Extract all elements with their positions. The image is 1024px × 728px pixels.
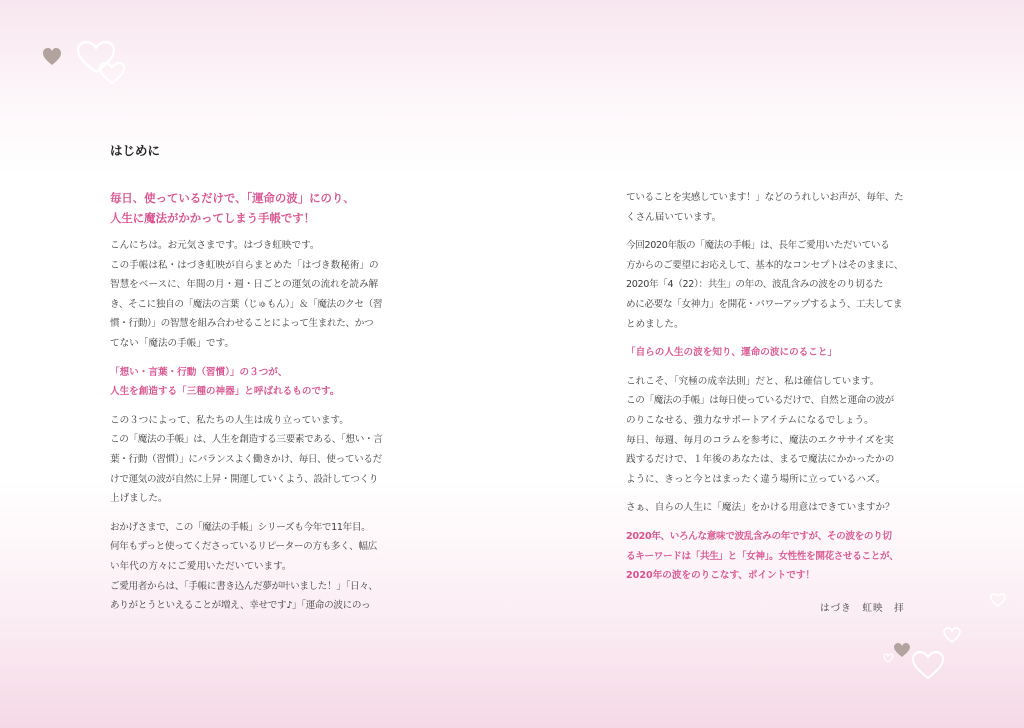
body-paragraph (110, 411, 402, 509)
headline (110, 188, 402, 228)
body-paragraph (110, 236, 402, 354)
highlight-paragraph (110, 363, 402, 402)
text-line: のりこなせる、強力なサポートアイテムになるでしょう。 (626, 414, 874, 426)
body-paragraph (626, 498, 918, 518)
text-line: こんにちは。お元気さまです。はづき虹映です。 (110, 240, 320, 251)
heart-solid-icon (43, 48, 61, 65)
text-line: ていることを実感しています！」などのうれしいお声が、毎年、た (626, 192, 904, 203)
body-paragraph (626, 236, 918, 334)
text-line: 葉・行動（習慣）」にバランスよく働きかけ、毎日、使っているだ (110, 453, 382, 465)
body-paragraph (110, 518, 402, 616)
text-line: い年代の方々にご愛用いただいています。 (110, 560, 292, 572)
text-line: 践するだけで、１年後のあなたは、まるで魔法にかかったかの (626, 454, 895, 466)
body-paragraph (626, 372, 918, 490)
text-line: 毎日、毎週、毎月のコラムを参考に、魔法のエクササイズを実 (626, 434, 894, 446)
heart-outline-icon (944, 628, 960, 642)
body-paragraph (626, 188, 918, 227)
headline-line: 人生に魔法がかかってしまう手帳です！ (110, 211, 316, 225)
hearts-decoration-top-left (38, 38, 134, 88)
text-line: てない「魔法の手帳」です。 (110, 337, 234, 349)
text-line: 何年もずっと使ってくださっているリピーターの方も多く、幅広 (110, 541, 377, 553)
heart-outline-icon (991, 594, 1005, 606)
text-line: 2020年の波をのりこなす、ポイントです！ (626, 570, 816, 582)
heart-outline-icon (78, 42, 114, 72)
text-line: 慣・行動）」の智慧を組み合わせることによって生まれた、かつ (110, 318, 374, 330)
text-line: き、そこに独自の「魔法の言葉（じゅもん）」＆「魔法のクセ（習 (110, 298, 383, 310)
text-line: ように、きっと今とはまったく違う場所に立っているハズ。 (626, 473, 886, 485)
highlight-paragraph (626, 527, 918, 586)
text-line: 智慧をベースに、年間の月・週・日ごとの運気の流れを読み解 (110, 279, 379, 291)
text-line: おかげさまで、この「魔法の手帳」シリーズも今年で11年目。 (110, 521, 371, 533)
headline-line: 毎日、使っているだけで、「運命の波」にのり、 (110, 191, 355, 205)
highlight-paragraph (626, 343, 918, 363)
text-line: 2020年、いろんな意味で波乱含みの年ですが、その波をのり切 (626, 530, 892, 542)
text-line: この３つによって、私たちの人生は成り立っています。 (110, 414, 349, 426)
text-line: この手帳は私・はづき虹映が自らまとめた「はづき数秘術」の (110, 259, 379, 271)
left-column (110, 188, 402, 625)
text-line: 「想い・言葉・行動（習慣）」の３つが、 (110, 366, 288, 378)
right-paragraphs (626, 188, 918, 586)
hearts-decoration-bottom-right (880, 590, 1020, 690)
text-line: 方からのご要望にお応えして、基本的なコンセプトはそのままに、 (626, 259, 904, 271)
text-line: けで運気の波が自然に上昇・開運していくよう、設計してつくり (110, 473, 379, 485)
text-line: この「魔法の手帳」は、人生を創造する三要素である、「想い・言 (110, 434, 383, 446)
text-line: 人生を創造する「三種の神器」と呼ばれるものです。 (110, 386, 340, 398)
right-column (626, 188, 918, 595)
text-line: 今回2020年版の「魔法の手帳」は、長年ご愛用いただいている (626, 240, 890, 252)
text-line: この「魔法の手帳」は毎日使っているだけで、自然と運命の波が (626, 395, 894, 407)
text-line: とめました。 (626, 318, 684, 330)
text-line: ご愛用者からは、「手帳に書き込んだ夢が叶いました！」「日々、 (110, 580, 378, 592)
text-line: 2020年「4（22）：共生」の年の、波乱含みの波をのり切るた (626, 279, 883, 291)
left-paragraphs (110, 236, 402, 616)
heart-solid-icon (894, 643, 910, 657)
text-line: 「自らの人生の波を知り、運命の波にのること」 (626, 347, 838, 359)
text-line: くさん届いています。 (626, 211, 722, 223)
signature: はづき 虹映 拝 (820, 603, 905, 614)
text-line: 上げました。 (110, 493, 168, 505)
text-line: ありがとうといえることが増え、幸せです♪」「運命の波にのっ (110, 600, 371, 612)
text-line: これこそ、「究極の成幸法則」だと、私は確信しています。 (626, 375, 880, 387)
text-line: めに必要な「女神力」を開花・パワーアップするよう、工夫してま (626, 298, 903, 310)
page-title: はじめに (110, 143, 161, 158)
text-line: るキーワードは「共生」と「女神」。女性性を開花させることが、 (626, 550, 899, 562)
heart-outline-icon (884, 654, 893, 662)
heart-outline-icon (913, 652, 943, 678)
text-line: さぁ、自らの人生に「魔法」をかける用意はできていますか？ (626, 502, 895, 514)
